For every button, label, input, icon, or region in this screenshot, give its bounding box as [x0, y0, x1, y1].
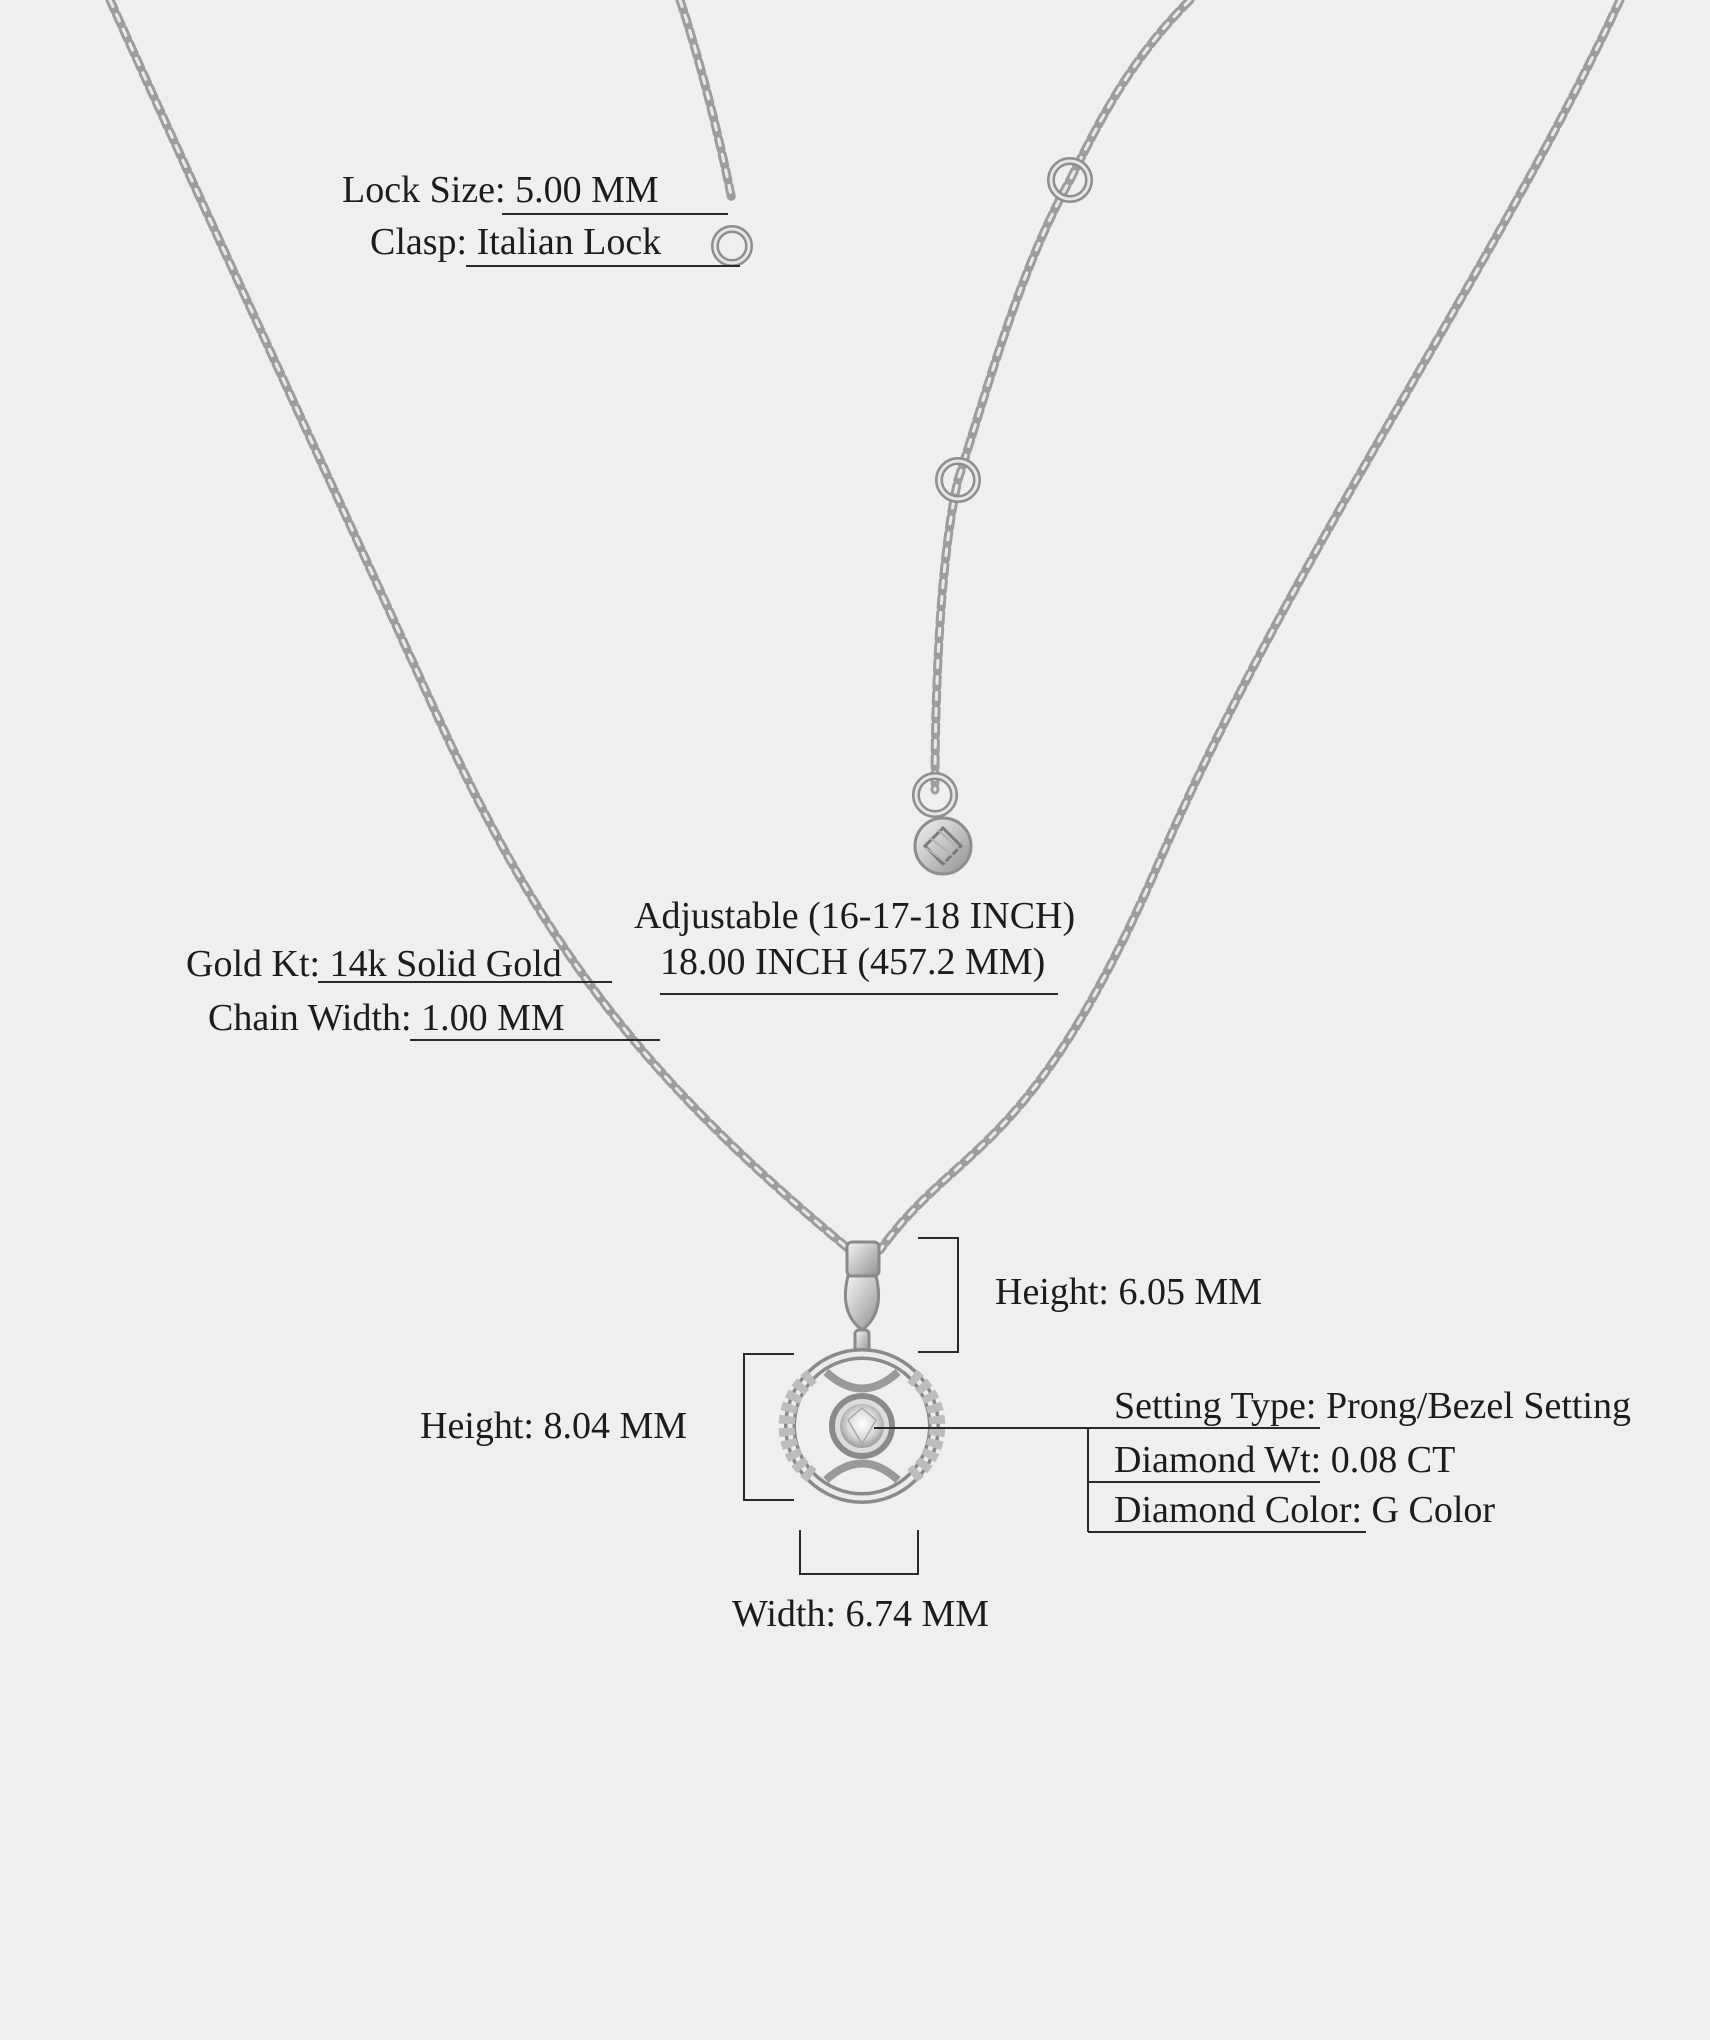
brand-tag-icon	[915, 818, 971, 874]
gold-kt-label: Gold Kt: 14k Solid Gold	[186, 943, 562, 985]
lock-size-value: 5.00 MM	[515, 169, 659, 211]
diamond-wt-label: Diamond Wt: 0.08 CT	[1114, 1439, 1456, 1481]
diamond-color-value: G Color	[1371, 1489, 1496, 1531]
center-diamond-icon	[840, 1404, 884, 1448]
pendant-body	[787, 1354, 938, 1498]
setting-type-value: Prong/Bezel Setting	[1325, 1385, 1631, 1427]
pendant-height-label: Height: 8.04 MM	[420, 1405, 688, 1447]
diamond-wt-value: 0.08 CT	[1330, 1439, 1456, 1481]
chain-clasp-strand	[680, 0, 732, 200]
pendant-width-label: Width: 6.74 MM	[732, 1593, 990, 1635]
lock-size-label: Lock Size: 5.00 MM	[342, 169, 659, 211]
pendant-bail	[845, 1242, 879, 1354]
clasp-ring	[715, 229, 749, 263]
gold-kt-value: 14k Solid Gold	[329, 943, 562, 985]
adjustable-length-label: Adjustable (16-17-18 INCH)	[634, 895, 1076, 937]
chain-length-label: 18.00 INCH (457.2 MM)	[660, 941, 1046, 983]
chain-extender-strand	[935, 0, 1190, 790]
chain-right-strand	[880, 0, 1620, 1250]
diamond-color-label: Diamond Color: G Color	[1114, 1489, 1496, 1531]
setting-type-label: Setting Type: Prong/Bezel Setting	[1114, 1385, 1631, 1427]
clasp-value: Italian Lock	[476, 221, 662, 263]
chain-width-value: 1.00 MM	[421, 997, 565, 1039]
chain-width-label: Chain Width: 1.00 MM	[208, 997, 565, 1039]
bail-height-label: Height: 6.05 MM	[995, 1271, 1263, 1313]
extender-rings	[916, 161, 1089, 814]
clasp-label: Clasp: Italian Lock	[370, 221, 662, 263]
